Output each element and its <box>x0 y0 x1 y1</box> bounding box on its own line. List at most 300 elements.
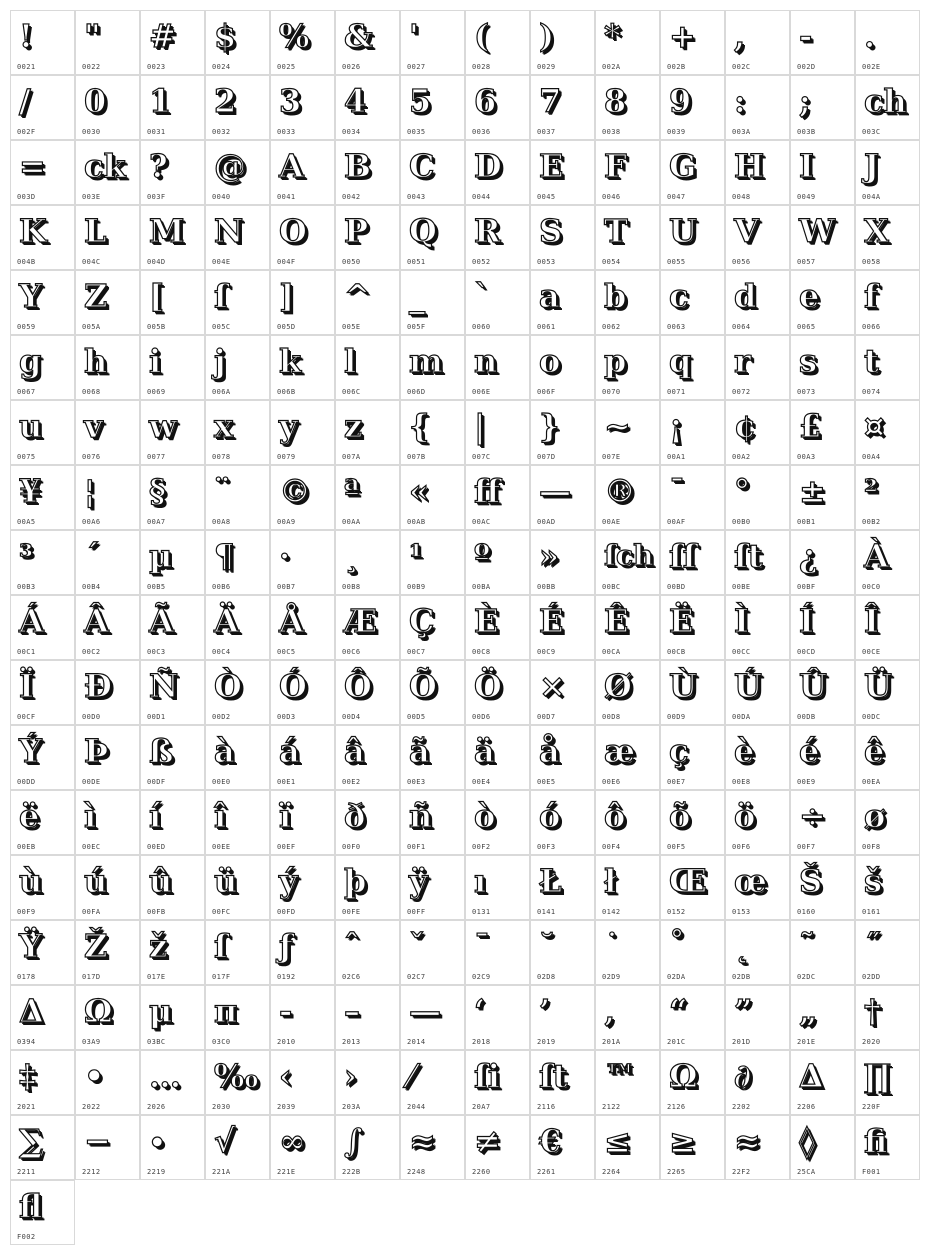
glyph-sample: ¸ <box>344 537 360 575</box>
glyph-codepoint: 003F <box>147 193 166 201</box>
glyph-codepoint: 0066 <box>862 323 881 331</box>
glyph-codepoint: 006D <box>407 388 426 396</box>
glyph-cell <box>530 1115 595 1180</box>
glyph-cell <box>725 140 790 205</box>
glyph-codepoint: 00F9 <box>17 908 36 916</box>
glyph-sample: ³ <box>19 537 34 575</box>
glyph-codepoint: 005B <box>147 323 166 331</box>
glyph-codepoint: 00E8 <box>732 778 751 786</box>
glyph-codepoint: 00F6 <box>732 843 751 851</box>
glyph-cell <box>660 660 725 725</box>
glyph-cell <box>75 335 140 400</box>
glyph-cell <box>140 790 205 855</box>
glyph-codepoint: 003C <box>862 128 881 136</box>
glyph-sample: ¨ <box>214 472 230 510</box>
glyph-cell <box>400 1050 465 1115</box>
glyph-sample: Ø <box>604 667 632 705</box>
glyph-cell <box>660 725 725 790</box>
glyph-sample: ¦ <box>84 472 96 510</box>
glyph-cell <box>530 10 595 75</box>
glyph-codepoint: 25CA <box>797 1168 816 1176</box>
glyph-cell <box>725 855 790 920</box>
glyph-codepoint: 017F <box>212 973 231 981</box>
glyph-cell <box>530 465 595 530</box>
glyph-codepoint: 0131 <box>472 908 491 916</box>
glyph-sample: ý <box>279 862 298 900</box>
glyph-codepoint: 00AA <box>342 518 361 526</box>
glyph-sample: ‐ <box>279 992 293 1030</box>
glyph-codepoint: 0033 <box>277 128 296 136</box>
glyph-sample: ch <box>864 82 907 120</box>
glyph-codepoint: 00ED <box>147 843 166 851</box>
glyph-cell <box>855 985 920 1050</box>
glyph-codepoint: 0072 <box>732 388 751 396</box>
glyph-codepoint: 002A <box>602 63 621 71</box>
glyph-cell <box>75 790 140 855</box>
glyph-cell <box>790 530 855 595</box>
glyph-codepoint: 00CA <box>602 648 621 656</box>
glyph-sample: D <box>474 147 502 185</box>
glyph-sample: “ <box>669 992 688 1030</box>
glyph-cell <box>855 725 920 790</box>
glyph-cell <box>10 855 75 920</box>
glyph-codepoint: 002B <box>667 63 686 71</box>
glyph-codepoint: 00C6 <box>342 648 361 656</box>
glyph-codepoint: 007B <box>407 453 426 461</box>
glyph-sample: Æ <box>344 602 378 640</box>
glyph-cell <box>205 1050 270 1115</box>
glyph-cell <box>465 595 530 660</box>
glyph-cell <box>465 725 530 790</box>
glyph-codepoint: 0051 <box>407 258 426 266</box>
glyph-codepoint: 0077 <box>147 453 166 461</box>
glyph-cell <box>400 595 465 660</box>
glyph-codepoint: 201C <box>667 1038 686 1046</box>
glyph-codepoint: 0032 <box>212 128 231 136</box>
glyph-cell <box>205 75 270 140</box>
glyph-cell <box>855 205 920 270</box>
glyph-sample: 3 <box>279 82 302 120</box>
glyph-cell <box>855 530 920 595</box>
glyph-codepoint: 00E2 <box>342 778 361 786</box>
glyph-cell <box>10 985 75 1050</box>
glyph-sample: ( <box>474 17 490 55</box>
glyph-cell <box>270 1115 335 1180</box>
glyph-cell <box>530 140 595 205</box>
glyph-codepoint: 00F7 <box>797 843 816 851</box>
glyph-cell <box>400 985 465 1050</box>
glyph-cell <box>660 140 725 205</box>
glyph-codepoint: 00EA <box>862 778 881 786</box>
glyph-sample: # <box>149 17 176 55</box>
glyph-sample: I <box>799 147 814 185</box>
glyph-sample: Õ <box>409 667 437 705</box>
glyph-cell <box>790 335 855 400</box>
glyph-sample: Ý <box>19 732 42 770</box>
glyph-cell <box>725 270 790 335</box>
glyph-cell <box>660 205 725 270</box>
glyph-cell <box>270 400 335 465</box>
glyph-sample: π <box>214 992 238 1030</box>
glyph-sample: Ê <box>604 602 629 640</box>
glyph-sample: 4 <box>344 82 367 120</box>
glyph-cell <box>855 335 920 400</box>
glyph-sample: % <box>279 17 310 55</box>
glyph-cell <box>855 10 920 75</box>
glyph-codepoint: 0053 <box>537 258 556 266</box>
glyph-cell <box>10 1115 75 1180</box>
glyph-codepoint: 0394 <box>17 1038 36 1046</box>
glyph-cell <box>790 140 855 205</box>
glyph-sample: ^ <box>344 277 371 315</box>
glyph-cell <box>595 1050 660 1115</box>
glyph-cell <box>465 205 530 270</box>
glyph-cell <box>270 75 335 140</box>
glyph-sample: T <box>604 212 628 250</box>
glyph-cell <box>400 75 465 140</box>
glyph-sample: q <box>669 342 692 380</box>
glyph-sample: 2 <box>214 82 237 120</box>
glyph-codepoint: 0043 <box>407 193 426 201</box>
glyph-sample: × <box>539 667 566 705</box>
glyph-cell <box>335 1115 400 1180</box>
glyph-codepoint: 00F8 <box>862 843 881 851</box>
glyph-sample: ñ <box>409 797 433 835</box>
glyph-cell <box>140 140 205 205</box>
glyph-codepoint: 0061 <box>537 323 556 331</box>
glyph-cell <box>205 400 270 465</box>
glyph-codepoint: 00AD <box>537 518 556 526</box>
glyph-cell <box>465 920 530 985</box>
glyph-cell <box>855 270 920 335</box>
glyph-cell <box>205 920 270 985</box>
glyph-codepoint: 02D9 <box>602 973 621 981</box>
glyph-sample: fl <box>19 1187 43 1225</box>
glyph-cell <box>140 400 205 465</box>
glyph-cell <box>335 985 400 1050</box>
glyph-codepoint: 0047 <box>667 193 686 201</box>
glyph-cell <box>595 660 660 725</box>
glyph-cell <box>75 10 140 75</box>
glyph-codepoint: 0037 <box>537 128 556 136</box>
glyph-sample: P <box>344 212 369 250</box>
glyph-sample: ? <box>149 147 168 185</box>
glyph-codepoint: 02DB <box>732 973 751 981</box>
glyph-codepoint: 004F <box>277 258 296 266</box>
glyph-sample: ſch <box>604 539 654 572</box>
glyph-cell <box>335 400 400 465</box>
glyph-cell <box>465 335 530 400</box>
glyph-codepoint: 00D3 <box>277 713 296 721</box>
glyph-codepoint: 0025 <box>277 63 296 71</box>
glyph-sample: ” <box>734 992 753 1030</box>
glyph-cell <box>465 75 530 140</box>
glyph-cell <box>270 725 335 790</box>
glyph-cell <box>465 1050 530 1115</box>
glyph-sample: ł <box>604 862 617 900</box>
glyph-codepoint: 00FE <box>342 908 361 916</box>
glyph-cell <box>10 1050 75 1115</box>
glyph-cell <box>595 985 660 1050</box>
glyph-sample: ∆ <box>799 1057 824 1095</box>
glyph-codepoint: 0055 <box>667 258 686 266</box>
glyph-codepoint: 00D4 <box>342 713 361 721</box>
glyph-cell <box>855 400 920 465</box>
glyph-sample: ‰ <box>214 1057 259 1095</box>
glyph-sample: ¥ <box>19 472 42 510</box>
glyph-sample: — <box>539 472 571 510</box>
glyph-cell <box>855 1115 920 1180</box>
glyph-sample: ‡ <box>19 1057 36 1095</box>
glyph-cell <box>400 725 465 790</box>
glyph-cell <box>75 725 140 790</box>
glyph-sample: y <box>279 407 298 445</box>
glyph-codepoint: 0068 <box>82 388 101 396</box>
glyph-sample: ˆ <box>344 927 360 965</box>
glyph-sample: ˘ <box>539 927 555 965</box>
glyph-codepoint: 201E <box>797 1038 816 1046</box>
glyph-codepoint: 00C8 <box>472 648 491 656</box>
glyph-codepoint: 00FB <box>147 908 166 916</box>
glyph-sample: @ <box>214 147 246 185</box>
glyph-codepoint: 006B <box>277 388 296 396</box>
glyph-sample: à <box>214 732 235 770</box>
glyph-codepoint: 00BA <box>472 583 491 591</box>
glyph-cell <box>335 270 400 335</box>
glyph-codepoint: 00E3 <box>407 778 426 786</box>
glyph-sample: W <box>799 212 835 250</box>
glyph-cell <box>855 595 920 660</box>
glyph-codepoint: 221A <box>212 1168 231 1176</box>
glyph-codepoint: 00B3 <box>17 583 36 591</box>
glyph-cell <box>855 465 920 530</box>
glyph-cell <box>335 75 400 140</box>
glyph-codepoint: 2212 <box>82 1168 101 1176</box>
glyph-sample: p <box>604 342 627 380</box>
glyph-codepoint: 2261 <box>537 1168 556 1176</box>
glyph-sample: l <box>344 342 357 380</box>
glyph-codepoint: 201D <box>732 1038 751 1046</box>
glyph-codepoint: 003B <box>797 128 816 136</box>
glyph-sample: » <box>539 537 559 575</box>
glyph-codepoint: 006E <box>472 388 491 396</box>
glyph-sample: ã <box>409 732 430 770</box>
glyph-codepoint: 00E1 <box>277 778 296 786</box>
glyph-codepoint: 00BD <box>667 583 686 591</box>
glyph-cell <box>595 530 660 595</box>
glyph-codepoint: 0044 <box>472 193 491 201</box>
glyph-cell <box>10 140 75 205</box>
glyph-cell <box>335 140 400 205</box>
glyph-sample: ſt <box>734 537 763 575</box>
glyph-sample: ˜ <box>799 927 815 965</box>
glyph-sample: Ö <box>474 667 502 705</box>
glyph-cell <box>140 465 205 530</box>
glyph-sample: u <box>19 407 43 445</box>
glyph-codepoint: 00BB <box>537 583 556 591</box>
glyph-sample: L <box>84 212 107 250</box>
glyph-codepoint: 00F1 <box>407 843 426 851</box>
glyph-codepoint: 00FC <box>212 908 231 916</box>
glyph-grid <box>10 10 920 1245</box>
glyph-cell <box>75 140 140 205</box>
glyph-sample: . <box>864 17 876 55</box>
glyph-codepoint: 0142 <box>602 908 621 916</box>
glyph-cell <box>725 75 790 140</box>
glyph-codepoint: 0141 <box>537 908 556 916</box>
glyph-codepoint: 2211 <box>17 1168 36 1176</box>
glyph-cell <box>140 595 205 660</box>
glyph-codepoint: 00D9 <box>667 713 686 721</box>
glyph-cell <box>660 595 725 660</box>
glyph-cell <box>400 10 465 75</box>
glyph-codepoint: 22F2 <box>732 1168 751 1176</box>
glyph-codepoint: 0078 <box>212 453 231 461</box>
glyph-sample: R <box>474 212 501 250</box>
glyph-codepoint: 002D <box>797 63 816 71</box>
glyph-sample: ä <box>474 732 495 770</box>
glyph-sample: Ù <box>669 667 697 705</box>
glyph-codepoint: 00C1 <box>17 648 36 656</box>
glyph-sample: ¢ <box>734 407 757 445</box>
glyph-cell <box>660 920 725 985</box>
glyph-codepoint: 201A <box>602 1038 621 1046</box>
glyph-sample: ú <box>84 862 108 900</box>
glyph-cell <box>725 530 790 595</box>
glyph-cell <box>10 920 75 985</box>
glyph-sample: À <box>864 537 889 575</box>
glyph-codepoint: 00DD <box>17 778 36 786</box>
glyph-codepoint: 2264 <box>602 1168 621 1176</box>
glyph-sample: ! <box>19 17 34 55</box>
glyph-codepoint: 0035 <box>407 128 426 136</box>
glyph-sample: Š <box>799 862 823 900</box>
glyph-sample: Ó <box>279 667 307 705</box>
glyph-codepoint: 00BF <box>797 583 816 591</box>
glyph-codepoint: 2206 <box>797 1103 816 1111</box>
glyph-cell <box>400 1115 465 1180</box>
glyph-sample: E <box>539 147 564 185</box>
glyph-sample: þ <box>344 862 367 900</box>
glyph-cell <box>595 725 660 790</box>
glyph-sample: ⁄ <box>409 1057 415 1095</box>
glyph-cell <box>140 855 205 920</box>
glyph-cell <box>400 660 465 725</box>
glyph-cell <box>595 10 660 75</box>
glyph-codepoint: 003A <box>732 128 751 136</box>
glyph-codepoint: 00CC <box>732 648 751 656</box>
glyph-cell <box>465 270 530 335</box>
glyph-cell <box>595 205 660 270</box>
glyph-sample: – <box>344 992 360 1030</box>
glyph-sample: t <box>864 342 879 380</box>
glyph-codepoint: 0070 <box>602 388 621 396</box>
glyph-cell <box>725 595 790 660</box>
glyph-cell <box>270 855 335 920</box>
glyph-sample: Á <box>19 602 44 640</box>
glyph-codepoint: 002C <box>732 63 751 71</box>
glyph-codepoint: 00CB <box>667 648 686 656</box>
glyph-codepoint: 2039 <box>277 1103 296 1111</box>
glyph-codepoint: 2260 <box>472 1168 491 1176</box>
glyph-cell <box>660 790 725 855</box>
glyph-codepoint: 00A4 <box>862 453 881 461</box>
glyph-sample: j <box>214 342 226 380</box>
glyph-codepoint: 00B2 <box>862 518 881 526</box>
glyph-codepoint: 00F4 <box>602 843 621 851</box>
glyph-codepoint: 00DF <box>147 778 166 786</box>
glyph-codepoint: 005A <box>82 323 101 331</box>
glyph-sample: g <box>19 342 42 380</box>
glyph-codepoint: 002F <box>17 128 36 136</box>
glyph-sample: û <box>149 862 173 900</box>
glyph-codepoint: 0059 <box>17 323 36 331</box>
glyph-codepoint: 2265 <box>667 1168 686 1176</box>
glyph-sample: ´ <box>84 537 100 575</box>
glyph-sample: ſ <box>214 277 228 315</box>
glyph-sample: á <box>279 732 300 770</box>
glyph-cell <box>595 1115 660 1180</box>
glyph-sample: √ <box>214 1122 236 1160</box>
glyph-sample: O <box>279 212 307 250</box>
glyph-codepoint: 00A9 <box>277 518 296 526</box>
glyph-cell <box>595 595 660 660</box>
glyph-codepoint: 00C3 <box>147 648 166 656</box>
glyph-cell <box>790 400 855 465</box>
glyph-cell <box>790 790 855 855</box>
glyph-sample: ß <box>149 732 174 770</box>
glyph-sample: Ò <box>214 667 242 705</box>
glyph-sample: — <box>409 992 441 1030</box>
glyph-cell <box>725 920 790 985</box>
glyph-codepoint: 03C0 <box>212 1038 231 1046</box>
glyph-codepoint: 02C6 <box>342 973 361 981</box>
glyph-sample: v <box>84 407 103 445</box>
glyph-sample: † <box>864 992 881 1030</box>
glyph-cell <box>140 10 205 75</box>
glyph-codepoint: 00DB <box>797 713 816 721</box>
glyph-cell <box>660 465 725 530</box>
glyph-codepoint: 0056 <box>732 258 751 266</box>
glyph-cell <box>465 465 530 530</box>
glyph-cell <box>660 400 725 465</box>
glyph-codepoint: 007C <box>472 453 491 461</box>
glyph-sample: } <box>539 407 560 445</box>
glyph-sample: K <box>19 212 47 250</box>
glyph-sample: ∏ <box>864 1057 891 1095</box>
glyph-codepoint: 0063 <box>667 323 686 331</box>
glyph-sample: ∙ <box>149 1122 166 1160</box>
glyph-sample: ï <box>279 797 292 835</box>
glyph-codepoint: 0042 <box>342 193 361 201</box>
glyph-cell <box>595 855 660 920</box>
glyph-cell <box>595 335 660 400</box>
glyph-codepoint: 00AE <box>602 518 621 526</box>
glyph-codepoint: 0161 <box>862 908 881 916</box>
glyph-sample: Ω <box>84 992 113 1030</box>
glyph-sample: M <box>149 212 185 250</box>
glyph-cell <box>10 205 75 270</box>
glyph-cell <box>10 660 75 725</box>
glyph-sample: ∑ <box>19 1122 44 1160</box>
glyph-cell <box>725 465 790 530</box>
glyph-sample: ‹ <box>279 1057 292 1095</box>
glyph-codepoint: 00DC <box>862 713 881 721</box>
glyph-codepoint: 00EC <box>82 843 101 851</box>
glyph-cell <box>660 1115 725 1180</box>
glyph-sample: [ <box>149 277 165 315</box>
glyph-codepoint: 00B4 <box>82 583 101 591</box>
